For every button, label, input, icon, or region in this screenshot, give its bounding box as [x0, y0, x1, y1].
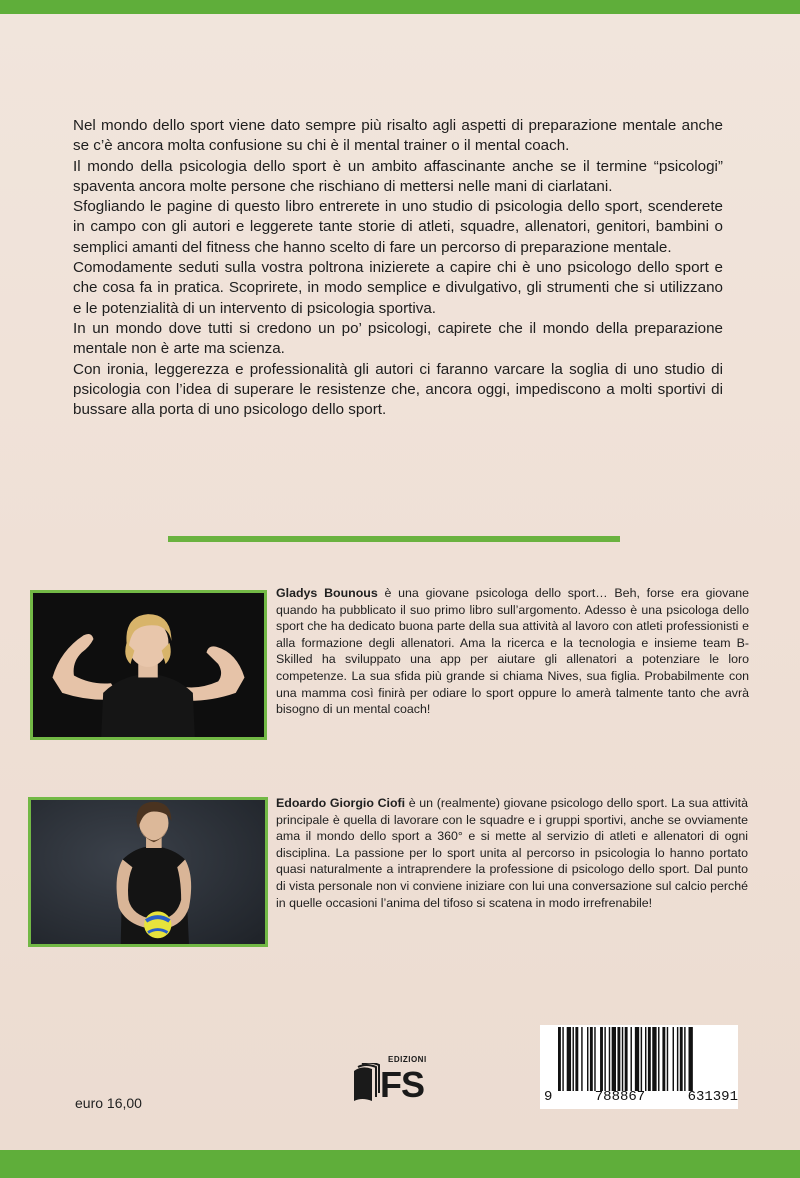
author-name: Edoardo Giorgio Ciofi	[276, 796, 406, 810]
barcode-bar	[658, 1027, 659, 1091]
barcode-bar	[573, 1027, 574, 1091]
blurb-paragraph: Sfogliando le pagine di questo libro entrerete in uno studio di psicologia dello sport, scenderete in campo con gli autori e leggerete tante storie di atleti, squadre, allenatori, genitori, bambini o semplici amanti del fitness che hanno scelto di fare un percorso di preparazione mentale.	[73, 198, 723, 256]
author-photo-edoardo	[28, 797, 268, 947]
barcode-bar	[652, 1027, 656, 1091]
barcode-bar	[581, 1027, 582, 1091]
barcode-bar	[677, 1027, 678, 1091]
barcode-bar	[617, 1027, 620, 1091]
barcode-bar	[612, 1027, 616, 1091]
blurb-paragraph: Nel mondo dello sport viene dato sempre più risalto agli aspetti di preparazione mentale anche se c’è ancora molta confusione su chi è il mental trainer o il mental coach.	[73, 117, 723, 155]
barcode-bar	[567, 1027, 571, 1091]
barcode-bar	[667, 1027, 668, 1091]
barcode-bar	[680, 1027, 683, 1091]
barcode-bar	[604, 1027, 605, 1091]
author-bio-gladys	[276, 585, 749, 718]
barcode-digit-group: 9	[544, 1089, 553, 1105]
blurb-paragraph: Comodamente seduti sulla vostra poltrona inizierete a capire chi è uno psicologo dello sport e che cosa fa in pratica. Scoprirete, in modo semplice e divulgativo, gli strumenti che si utilizzano e le potenzialità di un intervento di psicologia sportiva.	[73, 259, 723, 317]
barcode-bar	[594, 1027, 595, 1091]
barcode-bar	[558, 1027, 561, 1091]
barcode-digits	[544, 1088, 738, 1106]
barcode-bar	[662, 1027, 665, 1091]
barcode-bar	[625, 1027, 628, 1091]
section-divider	[168, 536, 620, 542]
publisher-mark: FS	[380, 1064, 425, 1105]
author-bio-text: è un (realmente) giovane psicologo dello sport. La sua attività principale è quella di lavorare con le squadre e i gruppi sportivi, anche se ovviamente ama il mondo dello sport a 360° e si mette al servizio di atleti e allenatori di ogni disciplina. La passione per lo sport unita al percorso in psicologia lo hanno portato quasi naturalmente a intraprendere la professione di psicologo dello sport. Dal punto di vista personale non vi conviene iniziare con lui una conversazione sul calcio perché in quelle occasioni l’anima del tifoso si scatena in modo irrefrenabile!	[276, 796, 748, 910]
barcode-bar	[590, 1027, 593, 1091]
barcode-bar	[645, 1027, 646, 1091]
barcode-digit-group: 788867	[594, 1089, 646, 1105]
top-green-band	[0, 0, 800, 14]
blurb-paragraph: Il mondo della psicologia dello sport è un ambito affascinante anche se il termine “psicologi” spaventa ancora molte persone che rischiano di mettersi nelle mani di ciarlatani.	[73, 157, 723, 195]
barcode-bars	[558, 1027, 734, 1091]
barcode-bar	[631, 1027, 632, 1091]
barcode-bar	[684, 1027, 685, 1091]
barcode-bar	[562, 1027, 563, 1091]
blurb-paragraph: In un mondo dove tutti si credono un po’ psicologi, capirete che il mondo della preparazione mentale non è arte ma scienza.	[73, 319, 723, 358]
barcode-bar	[635, 1027, 639, 1091]
barcode-bar	[641, 1027, 642, 1091]
author-name: Gladys Bounous	[276, 586, 378, 600]
barcode-bar	[609, 1027, 610, 1091]
barcode-bar	[600, 1027, 603, 1091]
bottom-green-band	[0, 1150, 800, 1178]
publisher-logo	[352, 1053, 436, 1105]
barcode-bar	[689, 1027, 693, 1091]
price-label: euro 16,00	[75, 1095, 142, 1111]
isbn-barcode	[540, 1025, 738, 1109]
blurb	[73, 116, 723, 420]
barcode-bar	[622, 1027, 623, 1091]
barcode-bar	[575, 1027, 578, 1091]
author-photo-gladys	[30, 590, 267, 740]
publisher-label: EDIZIONI	[388, 1055, 427, 1064]
author-bio-edoardo	[276, 795, 748, 911]
barcode-bar	[587, 1027, 588, 1091]
book-icon	[352, 1063, 380, 1103]
blurb-paragraph: Con ironia, leggerezza e professionalità gli autori ci faranno varcare la soglia di uno studio di psicologia con l’idea di superare le resistenze che, ancora oggi, impediscono a molti sportivi di bussare alla porta di uno psicologo dello sport.	[73, 360, 723, 419]
barcode-bar	[648, 1027, 651, 1091]
barcode-bar	[673, 1027, 674, 1091]
barcode-digit-group: 631391	[687, 1089, 738, 1105]
author-bio-text: è una giovane psicologa dello sport… Beh, forse era giovane quando ha pubblicato il suo primo libro sull’argomento. Adesso è una psicologa dello sport che ha dedicato buona parte della sua attività al lavoro con atleti professionisti e alla formazione degli allenatori. Ama la ricerca e la tecnologia e insieme team B-Skilled ha sviluppato una app per aiutare gli allenatori a potenziare le loro competenze. La sua sfida più grande si chiama Nives, sua figlia. Probabilmente con una mamma così finirà per odiare lo sport oppure lo amerà talmente tanto che avrà bisogno di un mental coach!	[276, 586, 749, 717]
